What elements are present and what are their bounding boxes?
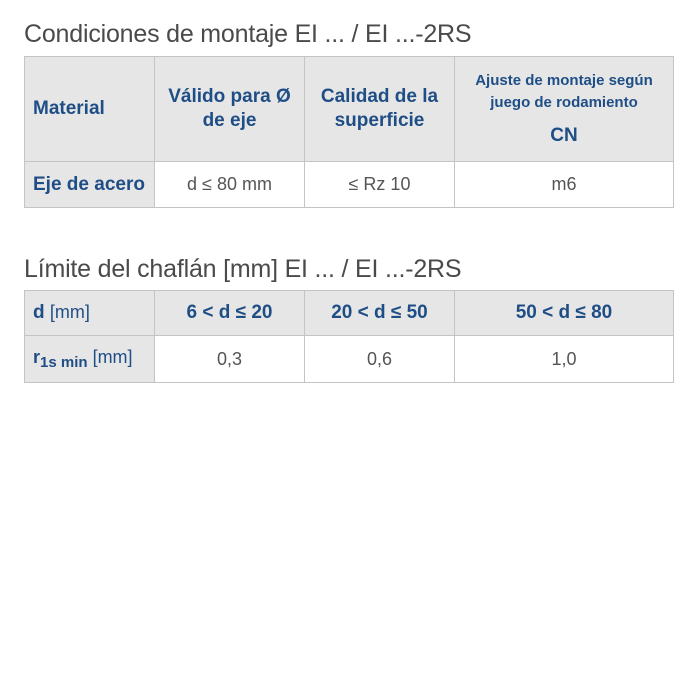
cell-shaft-diameter: d ≤ 80 mm [155, 162, 305, 208]
row-r-symbol: r [33, 347, 41, 367]
header-range-2: 20 < d ≤ 50 [305, 291, 455, 336]
row-r-subscript: 1s min [40, 354, 88, 371]
header-d-symbol: d [33, 302, 45, 323]
header-surface-quality [305, 57, 455, 162]
table-header-row [25, 291, 674, 336]
header-surface-quality-text: Calidad de la superficie [320, 86, 439, 131]
mounting-conditions-table [24, 56, 674, 208]
header-range-1: 6 < d ≤ 20 [155, 291, 305, 336]
cell-surface-quality: ≤ Rz 10 [305, 162, 455, 208]
mounting-conditions-title: Condiciones de montaje EI ... / EI ...-2RS [24, 20, 472, 48]
row-label-r1smin [25, 336, 155, 383]
header-clearance-cn: CN [550, 125, 578, 146]
table-header-row [25, 57, 674, 162]
table-row [25, 162, 674, 208]
header-d-unit: [mm] [49, 302, 90, 322]
header-mounting-fit [455, 57, 674, 162]
chamfer-limit-title: Límite del chaflán [mm] EI ... / EI ...-2RS [24, 255, 462, 283]
header-material: Material [25, 57, 155, 162]
row-r-unit: [mm] [92, 347, 133, 367]
header-mounting-fit-text: Ajuste de montaje según juego de rodamiento [475, 72, 653, 111]
header-shaft-diameter-text: Válido para Ø de eje [168, 86, 291, 131]
chamfer-limit-table [24, 290, 674, 383]
header-d-mm [25, 291, 155, 336]
cell-chamfer-2: 0,6 [305, 336, 455, 383]
cell-chamfer-3: 1,0 [455, 336, 674, 383]
cell-mounting-fit: m6 [455, 162, 674, 208]
cell-chamfer-1: 0,3 [155, 336, 305, 383]
header-shaft-diameter [155, 57, 305, 162]
row-label-steel-shaft: Eje de acero [25, 162, 155, 208]
header-range-3: 50 < d ≤ 80 [455, 291, 674, 336]
table-row [25, 336, 674, 383]
